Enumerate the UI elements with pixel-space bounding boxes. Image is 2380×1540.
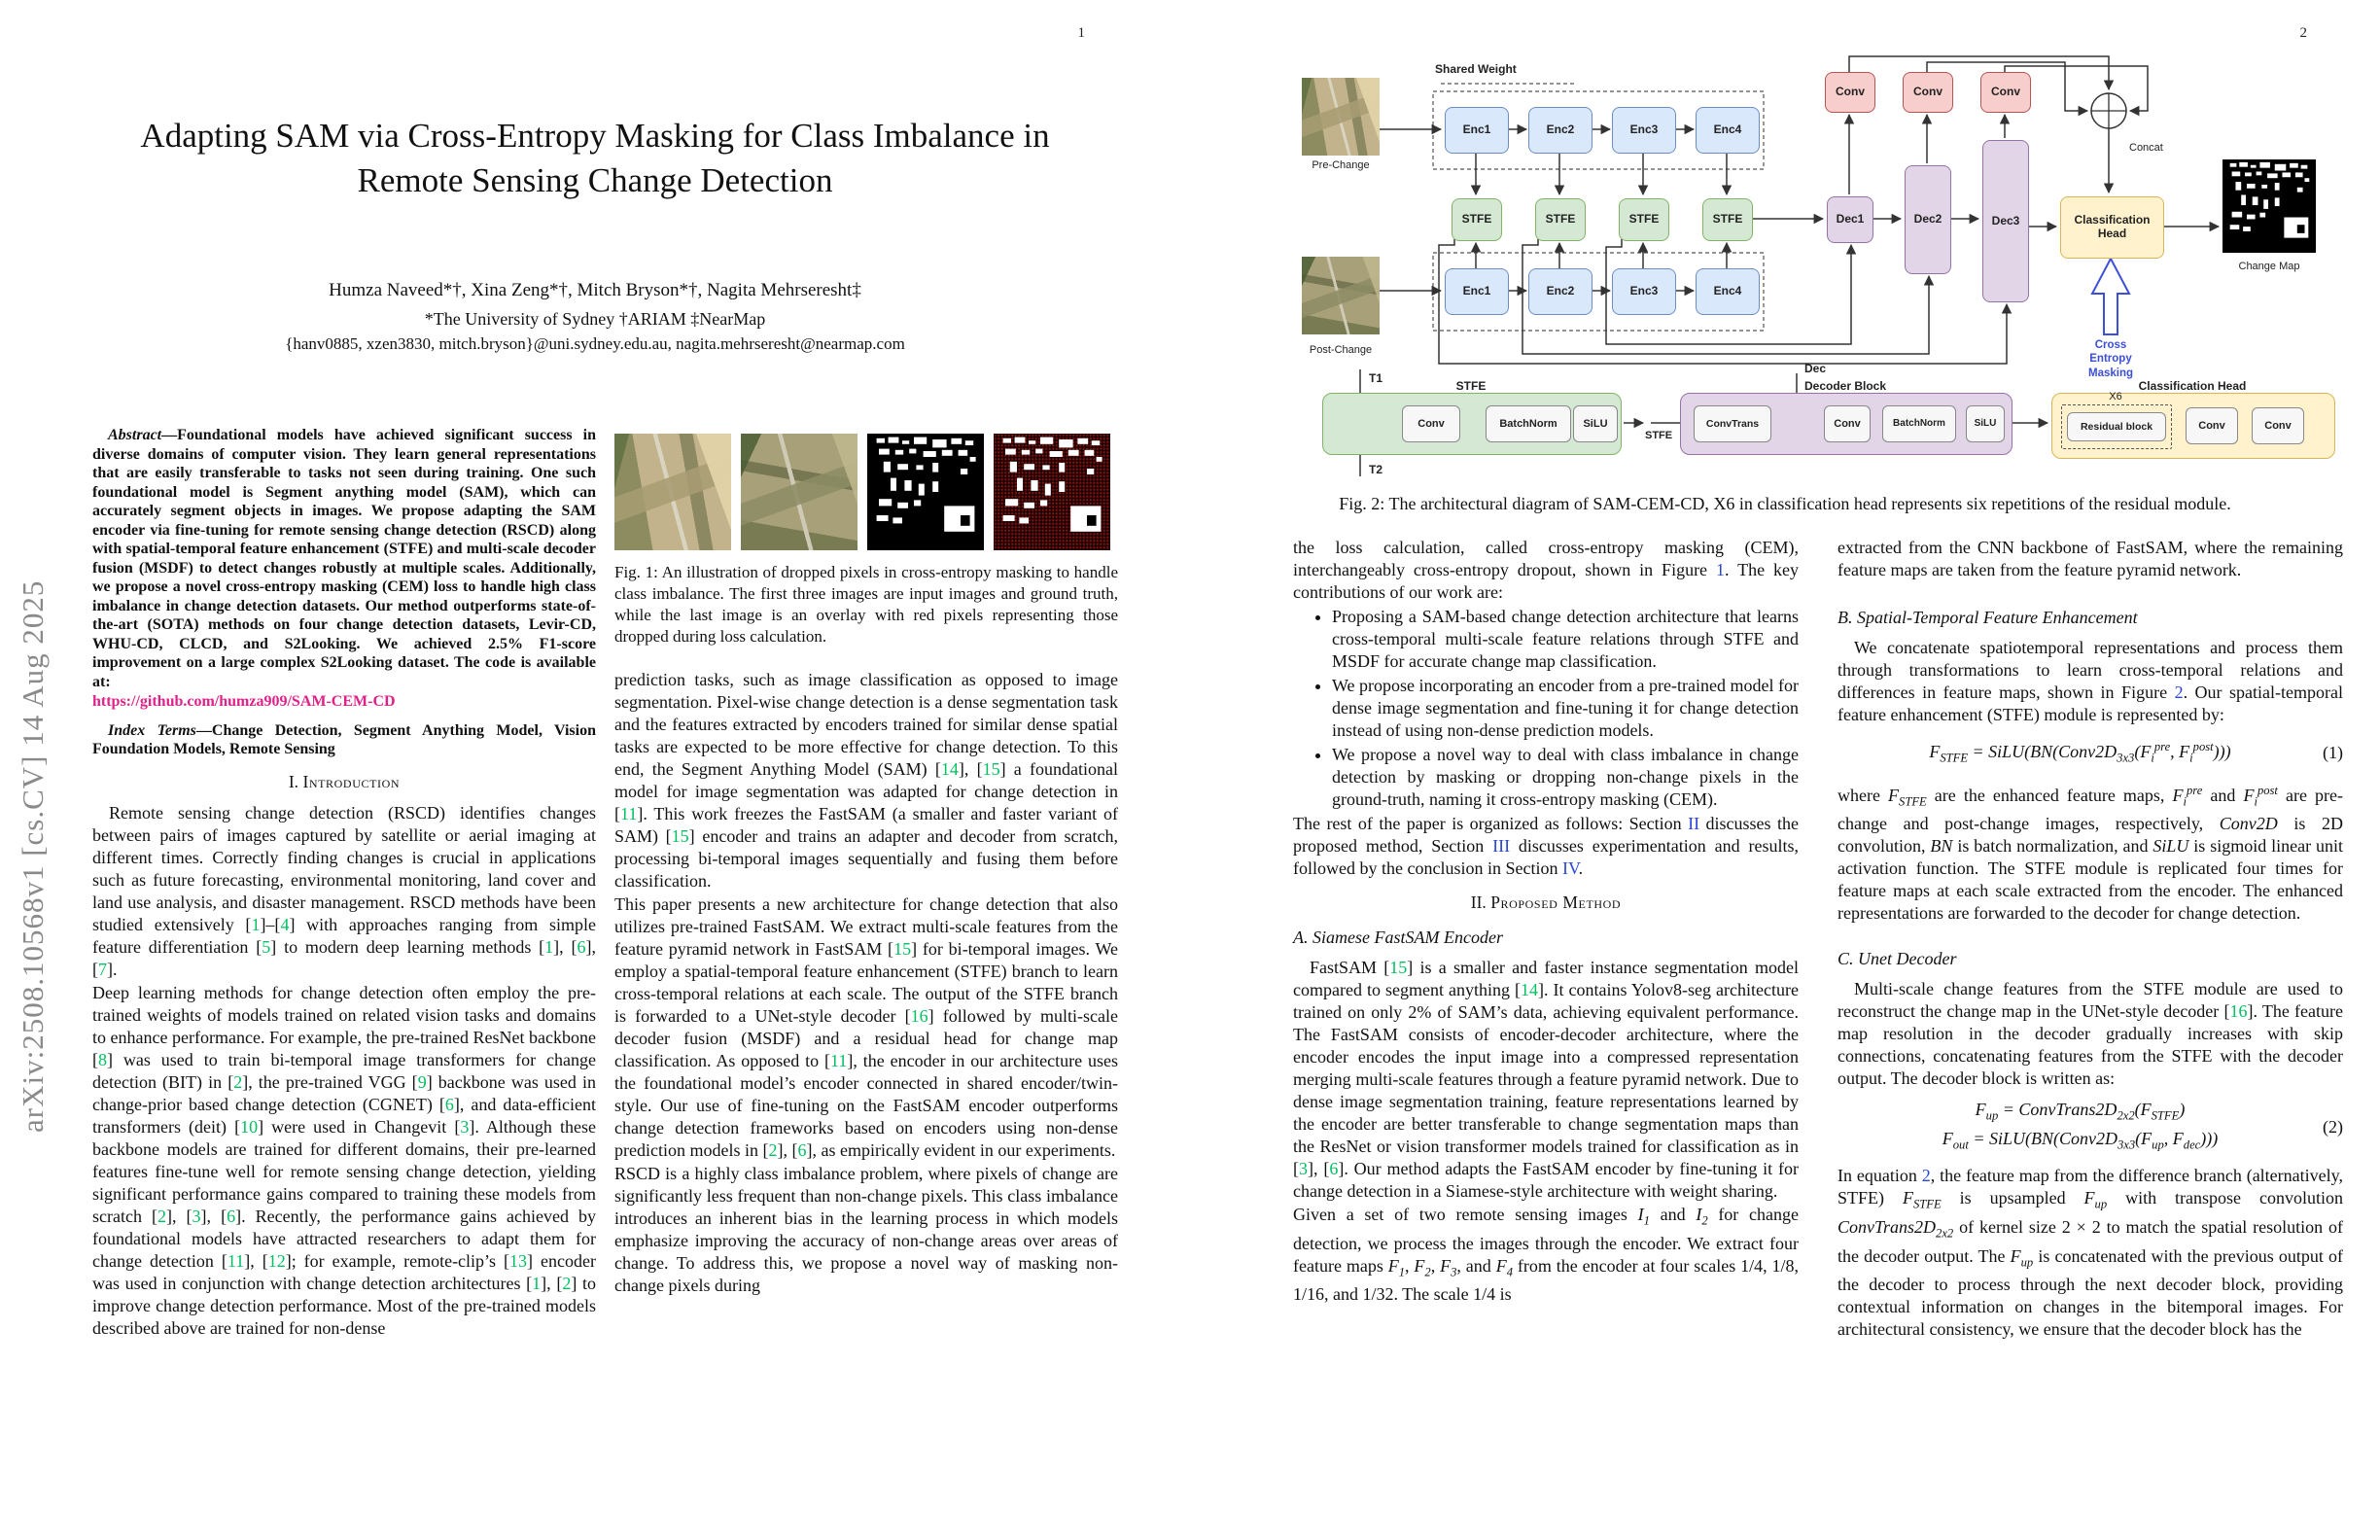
- page2-column-2: [1838, 537, 2343, 1342]
- enc4-top-block: Enc4: [1696, 107, 1760, 154]
- figure-1-caption: Fig. 1: An illustration of dropped pixels in cross-entropy masking to handle class imbalance. The first three images are input images and ground truth, while the last image is an overlay with red pixels representing those dropped during loss calculation.: [614, 563, 1118, 646]
- legend-x6-label: X6: [2109, 391, 2122, 402]
- legend-residual-block: Residual block: [2067, 412, 2166, 441]
- subsection-a-heading: A. Siamese FastSAM Encoder: [1293, 928, 1503, 947]
- stfe3-block: STFE: [1619, 198, 1669, 241]
- stfe1-block: STFE: [1452, 198, 1502, 241]
- legend-stfe-batchnorm: BatchNorm: [1486, 405, 1571, 442]
- p2col2-continuation: extracted from the CNN backbone of FastSAM, where the remaining feature maps are taken from the feature pyramid network.: [1838, 538, 2343, 579]
- dec3-block: Dec3: [1982, 140, 2029, 302]
- stfe2-block: STFE: [1535, 198, 1586, 241]
- equation-1: $F_{STFE}$ = $SiLU(BN(Conv2D_{3x3}(F_i^{pre}$, $F_i^{post}$))): [1929, 740, 2231, 765]
- ground-truth-shapes: [867, 434, 984, 550]
- legend-decoder-title: Decoder Block: [1803, 379, 1887, 393]
- subA-paragraph-2: Given a set of two remote sensing images $I_1$ and $I_2$ for change detection, we process the images through the encoder. We extract four feature maps $F_1$, $F_2$, $F_3$, and $F_4$ from the encoder at four scales 1/4, 1/8, 1/16, and 1/32. The scale 1/4 is: [1293, 1205, 1800, 1305]
- equation-2-row: [1838, 1099, 2343, 1156]
- page1-column-2: [614, 434, 1118, 1298]
- conv1-block: Conv: [1825, 72, 1875, 113]
- legend-head-title: Classification Head: [2138, 379, 2247, 393]
- fig1-image-t2: [741, 434, 858, 550]
- fig1-image-t1: [614, 434, 731, 550]
- change-map-image: [2222, 159, 2316, 253]
- subsection-c-heading: C. Unet Decoder: [1838, 949, 1957, 969]
- legend-stfe-conv: Conv: [1402, 405, 1460, 442]
- contribution-item: • We propose a novel way to deal with class imbalance in change detection by masking or dropping non-change pixels in the ground-truth, naming it cross-entropy masking (CEM).: [1332, 744, 1799, 811]
- col2-paragraph-1: prediction tasks, such as image classification as opposed to image segmentation. Pixel-wise change detection is a dense segmentation task and the features extracted by encoders trained for similar dense spatial tasks are expected to be more effective for change detection. To this end, the Segment Anything Model (SAM) [14], [15] a foundational model for image segmentation was adapted for change detection in [11]. This work freezes the FastSAM (a smaller and faster variant of SAM) [15] encoder and trains an adapter and decoder from scratch, processing bi-temporal images sequentially and fusing them before classification.: [614, 670, 1118, 891]
- index-terms-body: —Change Detection, Segment Anything Model, Vision Foundation Models, Remote Sensing: [92, 721, 597, 757]
- dec1-block: Dec1: [1827, 196, 1873, 243]
- pre-change-image: [1302, 78, 1380, 156]
- legend-head-conv2: Conv: [2252, 407, 2304, 444]
- legend-dec-label: Dec: [1804, 362, 1827, 375]
- paper-title: Adapting SAM via Cross-Entropy Masking for Class Imbalance in Remote Sensing Change Detection: [140, 117, 1050, 200]
- legend-decoder-batchnorm: BatchNorm: [1882, 405, 1956, 442]
- enc2-bottom-block: Enc2: [1528, 268, 1592, 315]
- subC-paragraph-1: Multi-scale change features from the STFE module are used to reconstruct the change map in the UNet-style decoder [16]. The feature map resolution in the decoder gradually increases with skip connections, concatenating features from the STFE with the decoder output. The decoder block is written as:: [1838, 979, 2343, 1089]
- enc1-bottom-block: Enc1: [1445, 268, 1509, 315]
- index-terms: [92, 721, 596, 759]
- section-2-number: II.: [1470, 892, 1487, 912]
- section-2-title: Proposed Method: [1490, 892, 1622, 912]
- conv3-block: Conv: [1980, 72, 2031, 113]
- change-map-shapes: [2222, 159, 2316, 253]
- abstract-body: —Foundational models have achieved significant success in diverse domains of computer vision. They learn general representations that are easily transferable to tasks not seen during training. One such foundational model is Segment anything model (SAM), which can accurately segment objects in images. We propose adapting the SAM encoder via fine-tuning for remote sensing change detection (RSCD) along with spatial-temporal feature enhancement (STFE) and multi-scale decoder fusion (MSDF) to detect changes robustly at multiple scales. Additionally, we propose a novel cross-entropy masking (CEM) loss to handle high class imbalance in change detection datasets. Our method outperforms state-of-the-art (SOTA) methods on four change detection datasets, Levir-CD, WHU-CD, CLCD, and S2Looking. We achieved 2.5% F1-score improvement on a large complex S2Looking dataset. The code is available at:: [92, 427, 596, 690]
- intro-paragraph-2: Deep learning methods for change detection often employ the pre-trained weights of models trained on related vision tasks and domains to enhance performance. For example, the pre-trained ResNet backbone [8] was used to train bi-temporal image transformers for change detection (BIT) in [2], the pre-trained VGG [9] backbone was used in change-prior based change detection (CGNET) [6], and data-efficient transformers (deit) [10] were used in Changevit [3]. Although these backbone models are trained for different domains, their pre-learned features fine-tune well for remote sensing change detection, yielding significant performance gains compared to training these models from scratch [2], [3], [6]. Recently, the performance gains achieved by foundational models have attracted researchers to adapt them for change detection [11], [12]; for example, remote-clip’s [13] encoder was used in conjunction with change detection architectures [1], [2] to improve change detection performance. Most of the pre-trained models described above are trained for non-dense: [92, 982, 596, 1338]
- fig1-ground-truth: [867, 434, 984, 550]
- code-link[interactable]: https://github.com/humza909/SAM-CEM-CD: [92, 693, 396, 710]
- equation-1-row: [1838, 736, 2343, 770]
- contribution-list: [1293, 606, 1799, 811]
- authors: Humza Naveed*†, Xina Zeng*†, Mitch Bryson*†, Nagita Mehrseresht‡: [329, 280, 861, 300]
- fig1-masked-overlay: [994, 434, 1110, 550]
- legend-head-conv1: Conv: [2186, 407, 2238, 444]
- subB-paragraph-1: We concatenate spatiotemporal representations and process them through transformations to learn cross-temporal relations and differences in feature maps, shown in Figure 2. Our spatial-temporal feature enhancement (STFE) module is represented by:: [1838, 638, 2344, 724]
- dec2-block: Dec2: [1905, 165, 1951, 274]
- cem-arrow-icon: [2092, 259, 2129, 334]
- post-change-label: Post-Change: [1309, 344, 1373, 356]
- conv2-block: Conv: [1903, 72, 1953, 113]
- figure-1: [614, 434, 1118, 550]
- concat-label: Concat: [2129, 142, 2163, 154]
- equation-2b: $F_{out}$ = $SiLU(BN(Conv2D_{3x3}(F_{up}$, $F_{dec}$))): [1942, 1128, 2219, 1152]
- page-number: 1: [1077, 25, 1085, 41]
- affiliations: *The University of Sydney †ARIAM ‡NearMap: [424, 309, 766, 329]
- page-number: 2: [2299, 25, 2307, 41]
- section-1-heading: [92, 771, 596, 793]
- stfe4-block: STFE: [1702, 198, 1753, 241]
- enc3-bottom-block: Enc3: [1612, 268, 1676, 315]
- p2col1-outro: The rest of the paper is organized as follows: Section II discusses the proposed method, Section III discusses experimentation and results, followed by the conclusion in Section IV.: [1293, 814, 1799, 878]
- col2-paragraph-3: RSCD is a highly class imbalance problem, where pixels of change are significantly less frequent than non-change pixels. This class imbalance introduces an inherent bias in the learning process in which models emphasize improving the accuracy of non-change areas over areas of change. To address this, we propose a novel way of masking non-change pixels during: [614, 1164, 1118, 1295]
- abstract: [92, 426, 596, 691]
- section-1-title: Introduction: [302, 771, 401, 791]
- cem-label: Cross Entropy Masking: [2087, 339, 2133, 379]
- classification-head-block: Classification Head: [2060, 196, 2164, 259]
- legend-stfe-silu: SiLU: [1573, 405, 1618, 442]
- enc2-top-block: Enc2: [1528, 107, 1592, 154]
- page1-column-1: [92, 426, 596, 1341]
- subsection-b-heading: B. Spatial-Temporal Feature Enhancement: [1838, 608, 2138, 627]
- subC-paragraph-2: In equation 2, the feature map from the difference branch (alternatively, STFE) $F_{STFE}$ is upsampled $F_{up}$ with transpose convolution $ConvTrans2D_{2x2}$ of kernel size 2 × 2 to match the spatial resolution of the decoder output. The $F_{up}$ is concatenated with the previous output of the decoder to process through the next decoder block, providing contextual information on changes in the bitemporal images. For architectural consistency, we ensure that the decoder block has the: [1838, 1166, 2343, 1340]
- subA-paragraph-1: FastSAM [15] is a smaller and faster instance segmentation model compared to segment anything [14]. It contains Yolov8-seg architecture trained on only 2% of SAM’s data, achieving equivalent performance. The FastSAM consists of encoder-decoder architecture, where the encoder encodes the input image into a compressed representation merging multi-scale features through a feature pyramid network. Due to dense image segmentation training, feature representations learned by the encoder are better transferable to change segmentation maps than the ResNet or vision transformer models trained for classification as in [3], [6]. Our method adapts the FastSAM encoder by fine-tuning it for change detection in a Siamese-style architecture with weight sharing.: [1293, 958, 1800, 1201]
- legend-decoder-conv: Conv: [1824, 405, 1871, 442]
- equation-2a: $F_{up}$ = $ConvTrans2D_{2x2}(F_{STFE})$: [1975, 1100, 2186, 1123]
- t2-label: T2: [1369, 463, 1383, 476]
- enc1-top-block: Enc1: [1445, 107, 1509, 154]
- arxiv-sidebar: arXiv:2508.10568v1 [cs.CV] 14 Aug 2025: [16, 579, 50, 1133]
- page-2: [1190, 0, 2380, 1540]
- equation-2: [1838, 1099, 2323, 1156]
- legend-decoder-silu: SiLU: [1966, 405, 2005, 442]
- change-map-label: Change Map: [2238, 261, 2300, 272]
- section-1-number: I.: [288, 771, 299, 791]
- intro-paragraph-1: Remote sensing change detection (RSCD) identifies changes between pairs of images captured by satellite or aerial imaging at different times. Correctly finding changes is crucial in applications such as future forecasting, environmental monitoring, land cover and land use analysis, and disaster management. RSCD methods have been studied extensively [1]–[4] with approaches ranging from simple feature differentiation [5] to modern deep learning methods [1], [6], [7].: [92, 802, 597, 979]
- col2-paragraph-2: This paper presents a new architecture for change detection that also utilizes pre-trained FastSAM. We extract multi-scale features from the feature pyramid network in FastSAM [15] for bi-temporal images. We employ a spatial-temporal feature enhancement (STFE) branch to learn cross-temporal relations at each scale. The output of the STFE branch is forwarded to a UNet-style decoder [16] followed by multi-scale decoder fusion (MSDF) and a residual head for change map classification. As opposed to [11], the encoder in our architecture uses the foundational model’s encoder connected in shared encoder/twin-style. Our use of fine-tuning on the FastSAM encoder outperforms change detection frameworks based on encoders using non-dense prediction models in [2], [6], as empirically evident in our experiments.: [614, 894, 1119, 1160]
- masked-shapes: [994, 434, 1110, 550]
- author-emails: {hanv0885, xzen3830, mitch.bryson}@uni.sydney.edu.au, nagita.mehrseresht@nearmap.com: [285, 334, 905, 353]
- p2col1-intro: the loss calculation, called cross-entropy masking (CEM), interchangeably cross-entropy dropout, shown in Figure 1. The key contributions of our work are:: [1293, 538, 1799, 602]
- legend-stfe-in-label: STFE: [1645, 430, 1673, 441]
- equation-1-number: (1): [2323, 742, 2343, 762]
- contribution-item: • Proposing a SAM-based change detection architecture that learns cross-temporal multi-scale feature relations through STFE and MSDF for accurate change map classification.: [1332, 606, 1799, 673]
- enc4-bottom-block: Enc4: [1696, 268, 1760, 315]
- equation-2-number: (2): [2323, 1117, 2343, 1138]
- page2-column-1: [1293, 537, 1799, 1307]
- figure-2-diagram: [1287, 51, 2349, 486]
- t1-label: T1: [1369, 371, 1383, 385]
- legend-stfe-title: STFE: [1455, 379, 1487, 393]
- figure-2-caption: Fig. 2: The architectural diagram of SAM-CEM-CD, X6 in classification head represents six repetitions of the residual module.: [1339, 494, 2231, 513]
- enc3-top-block: Enc3: [1612, 107, 1676, 154]
- index-terms-label: Index Terms: [108, 721, 196, 739]
- shared-weight-label: Shared Weight: [1435, 62, 1517, 76]
- contribution-item: • We propose incorporating an encoder from a pre-trained model for dense image segmentation and fine-tuning it for change detection instead of using non-dense prediction models.: [1332, 675, 1799, 742]
- abstract-label: Abstract: [108, 427, 162, 443]
- legend-decoder-convtrans: ConvTrans: [1694, 405, 1771, 442]
- post-change-image: [1302, 257, 1380, 334]
- subB-paragraph-2: where $F_{STFE}$ are the enhanced feature maps, $F_i^{pre}$ and $F_i^{post}$ are pre-change and post-change images, respectively, Conv2D is 2D convolution, BN is batch normalization, and SiLU is sigmoid linear unit activation function. The STFE module is replicated four times for feature maps at each scale extracted from the encoder. The enhanced representations are forwarded to the decoder for change detection.: [1838, 783, 2344, 924]
- section-2-heading: [1293, 892, 1799, 914]
- pre-change-label: Pre-Change: [1312, 159, 1370, 171]
